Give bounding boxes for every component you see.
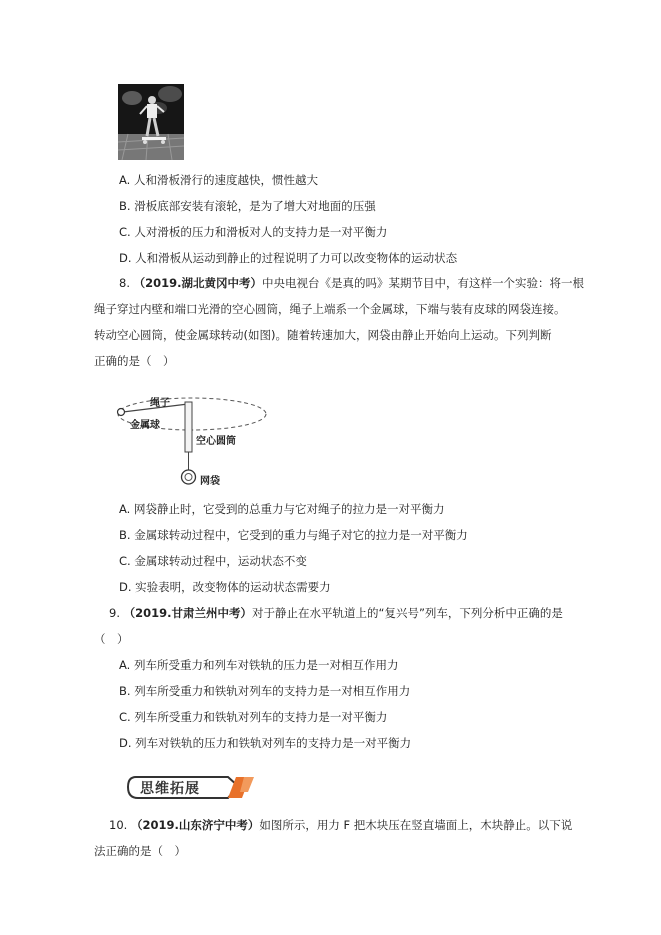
q9-option-c: C. 列车所受重力和铁轨对列车的支持力是一对平衡力 <box>119 710 388 724</box>
section-badge <box>124 772 256 802</box>
q8-stem-line3: 转动空心圆筒，使金属球转动(如图)。随着转速加大，网袋由静止开始向上运动。下列判断 <box>94 328 552 342</box>
q8-stem-line1 <box>119 275 584 291</box>
section-title: 思维拓展 <box>140 781 200 797</box>
q9-option-d: D. 列车对铁轨的压力和铁轨对列车的支持力是一对平衡力 <box>119 736 412 750</box>
q9-option-a: A. 列车所受重力和列车对铁轨的压力是一对相互作用力 <box>119 658 399 672</box>
q10-stem-line2: 法正确的是（ ） <box>94 844 186 858</box>
q7-option-b: B. 滑板底部安装有滚轮，是为了增大对地面的压强 <box>119 199 376 213</box>
q7-option-c: C. 人对滑板的压力和滑板对人的支持力是一对平衡力 <box>119 225 388 239</box>
q8-option-c: C. 金属球转动过程中，运动状态不变 <box>119 554 307 568</box>
q8-option-a: A. 网袋静止时，它受到的总重力与它对绳子的拉力是一对平衡力 <box>119 502 445 516</box>
q8-label-ball: 金属球 <box>130 420 160 431</box>
q8-option-d: D. 实验表明，改变物体的运动状态需要力 <box>119 580 331 594</box>
q8-option-b: B. 金属球转动过程中，它受到的重力与绳子对它的拉力是一对平衡力 <box>119 528 468 542</box>
q7-option-d: D. 人和滑板从运动到静止的过程说明了力可以改变物体的运动状态 <box>119 251 458 265</box>
q10-source: （2019.山东济宁中考） <box>130 818 260 832</box>
q8-label-tube: 空心圆筒 <box>196 436 236 447</box>
q8-label-bag: 网袋 <box>200 476 220 487</box>
q8-figure <box>110 388 270 498</box>
q9-number: 9. <box>109 606 120 620</box>
q9-stem-line1 <box>109 605 563 621</box>
q10-stem-text1: 如图所示，用力 F 把木块压在竖直墙面上，木块静止。以下说 <box>259 818 573 832</box>
q7-option-a: A. 人和滑板滑行的速度越快，惯性越大 <box>119 173 318 187</box>
q9-option-b: B. 列车所受重力和铁轨对列车的支持力是一对相互作用力 <box>119 684 411 698</box>
q8-label-rope: 绳子 <box>150 398 170 409</box>
skateboard-photo-art <box>118 84 184 160</box>
q9-stem-line2: （ ） <box>94 632 129 646</box>
q8-stem-text1: 中央电视台《是真的吗》某期节目中，有这样一个实验：将一根 <box>262 276 585 290</box>
q8-stem-line2: 绳子穿过内壁和端口光滑的空心圆筒，绳子上端系一个金属球，下端与装有皮球的网袋连接。 <box>94 302 566 316</box>
q9-stem-text1: 对于静止在水平轨道上的“复兴号”列车，下列分析中正确的是 <box>252 606 563 620</box>
q8-source: （2019.湖北黄冈中考） <box>133 276 263 290</box>
q9-source: （2019.甘肃兰州中考） <box>123 606 253 620</box>
q8-figure-art <box>110 388 270 498</box>
q8-number: 8. <box>119 276 130 290</box>
q10-stem-line1 <box>109 817 572 833</box>
q10-number: 10. <box>109 818 128 832</box>
q8-stem-line4: 正确的是（ ） <box>94 354 175 368</box>
skateboard-photo <box>118 84 184 160</box>
